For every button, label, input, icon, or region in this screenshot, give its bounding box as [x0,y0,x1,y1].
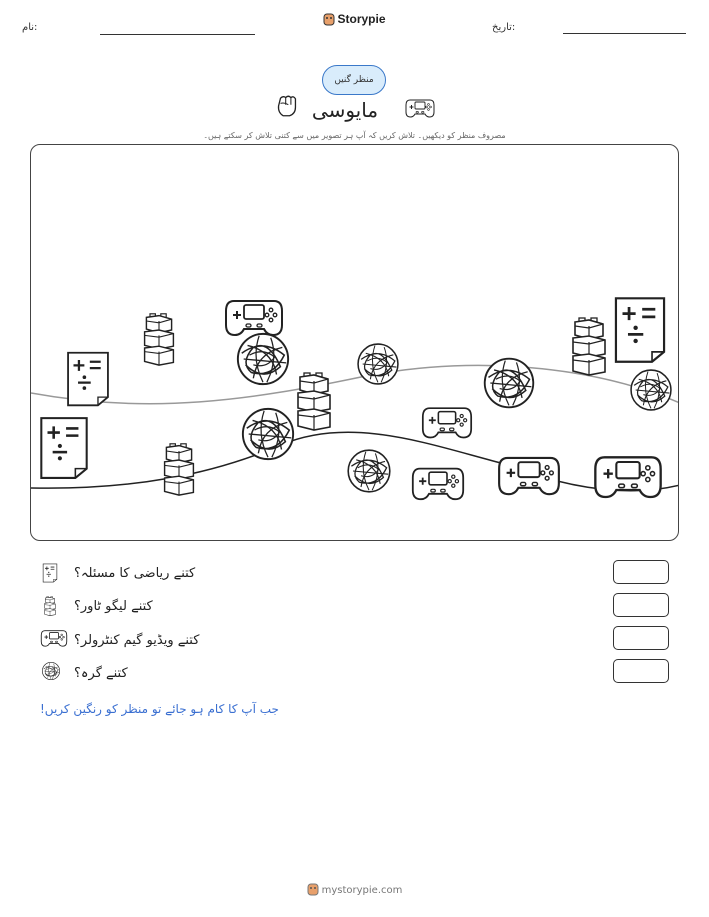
knot-icon [243,409,293,459]
fist-icon [274,93,300,119]
footer-url[interactable]: mystorypie.com [321,885,403,896]
activity-badge: منظر گنیں [322,65,386,95]
answer-box-lego[interactable] [613,593,669,617]
answer-box-knot[interactable] [613,659,669,683]
math-problem-icon [616,298,664,361]
question-lego: کتنے لیگو ٹاور؟ [74,599,153,614]
game-controller-icon [423,408,471,437]
game-controller-icon [413,469,463,500]
name-line[interactable] [100,34,255,35]
knot-icon [348,450,390,492]
question-math: کتنے ریاضی کا مسئلہ؟ [74,566,196,581]
lego-tower-icon [298,373,330,430]
game-controller-icon [499,458,559,494]
storypie-icon [307,882,319,896]
date-label: تاریخ: [492,22,516,33]
brand-logo [0,12,709,26]
page-title: مایوسی [311,98,379,122]
scene-illustration [31,145,679,541]
lego-tower-icon [573,318,605,375]
answer-box-math[interactable] [613,560,669,584]
game-controller-icon [40,628,68,648]
date-line[interactable] [563,33,686,34]
lego-tower-icon [40,596,60,616]
lego-tower-icon [165,444,194,495]
game-controller-icon [595,457,660,497]
scene-panel [30,144,679,541]
question-controller: کتنے ویڈیو گیم کنٹرولر؟ [74,633,200,648]
knot-icon [358,344,398,384]
lego-tower-icon [145,314,174,365]
game-controller-icon [405,97,435,119]
storypie-icon [323,12,335,26]
knot-icon [238,334,288,384]
name-label: نام: [22,22,38,33]
answer-box-controller[interactable] [613,626,669,650]
knot-icon [41,661,61,681]
math-problem-icon [40,563,60,583]
question-knot: کتنے گرہ؟ [74,666,128,681]
coloring-instruction: جب آپ کا کام ہو جائے تو منظر کو رنگین کریں! [40,702,279,716]
math-problem-icon [68,353,108,406]
footer [0,882,709,896]
knot-icon [485,359,534,408]
instructions: مصروف منظر کو دیکھیں۔ تلاش کریں کہ آپ ہر تصویر میں سے کتنی تلاش کر سکتے ہیں۔ [203,131,506,140]
game-controller-icon [226,301,282,335]
math-problem-icon [41,418,86,478]
brand-name: Storypie [337,12,386,26]
knot-icon [631,370,671,410]
